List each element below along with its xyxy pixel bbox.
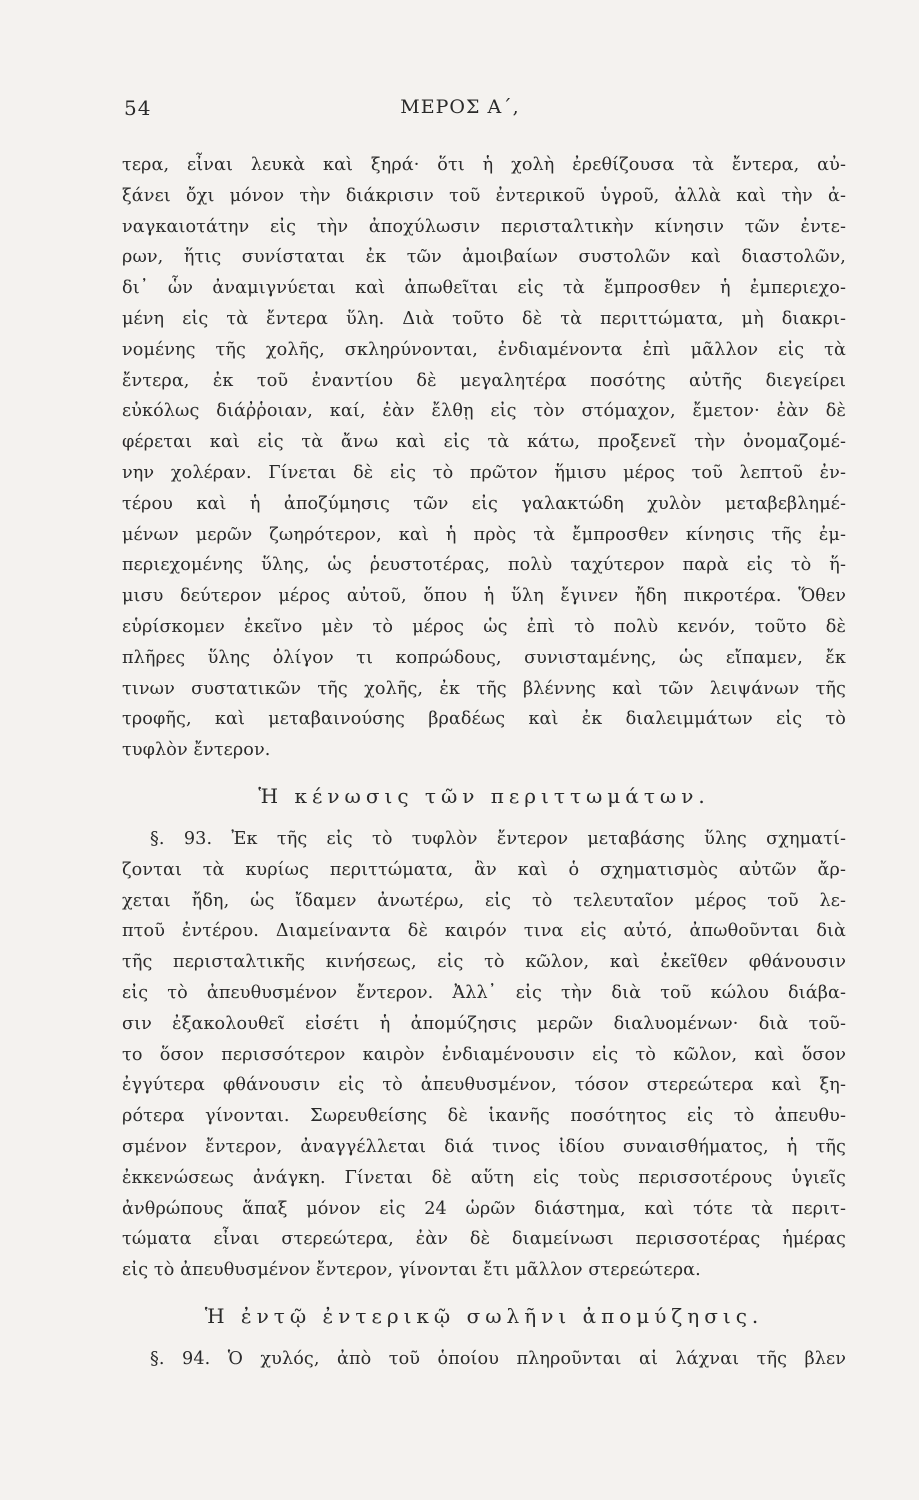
text-line: τέρου καὶ ἡ ἀποζύμησις τῶν εἰς γαλακτώδη χυλὸν μεταβεβλημέ- [122,493,846,514]
text-line: τροφῆς, καὶ μεταβαινούσης βραδέως καὶ ἐκ διαλειμμάτων εἰς τὸ [122,709,846,730]
paragraph-section-93 [122,824,846,1286]
text-line: πλῆρες ὕλης ὀλίγον τι κοπρώδους, συνισταμένης, ὡς εἴπαμεν, ἔκ [122,647,846,668]
paragraph-section-94 [122,1344,846,1375]
text-line: μισυ δεύτερον μέρος αὐτοῦ, ὅπου ἡ ὕλη ἔγινεν ἤδη πικροτέρα. Ὅθεν [122,586,846,607]
text-line: χεται ἤδη, ὡς ἴδαμεν ἀνωτέρω, εἰς τὸ τελευταῖον μέρος τοῦ λε- [122,890,846,911]
text-line: μένων μερῶν ζωηρότερον, καὶ ἡ πρὸς τὰ ἔμπροσθεν κίνησις τῆς ἐμ- [122,524,846,545]
paragraph-continuation [122,150,846,766]
page-header [124,96,796,124]
text-line: τυφλὸν ἔντερον. [122,740,271,761]
text-line: §. 93. Ἐκ τῆς εἰς τὸ τυφλὸν ἔντερον μεταβάσης ὕλης σχηματί- [150,828,846,849]
text-line: νομένης τῆς χολῆς, σκληρύνονται, ἐνδιαμένοντα ἐπὶ μᾶλλον εἰς τὰ [122,339,846,360]
text-line: σιν ἐξακολουθεῖ εἰσέτι ἡ ἀπομύζησις μερῶν διαλυομένων· διὰ τοῦ- [122,1013,846,1034]
text-line: τῆς περισταλτικῆς κινήσεως, εἰς τὸ κῶλον, καὶ ἐκεῖθεν φθάνουσιν [122,952,846,973]
text-line: ρότερα γίνονται. Σωρευθείσης δὲ ἱκανῆς ποσότητος εἰς τὸ ἀπευθυ- [122,1106,846,1127]
text-line: εἰς τὸ ἀπευθυσμένον ἔντερον. Ἀλλ᾽ εἰς τὴν διὰ τοῦ κώλου διάβα- [122,982,846,1003]
text-line: σμένον ἔντερον, ἀναγγέλλεται διά τινος ἰδίου συναισθήματος, ἡ τῆς [122,1136,846,1157]
text-line: το ὅσον περισσότερον καιρὸν ἐνδιαμένουσιν εἰς τὸ κῶλον, καὶ ὅσον [122,1044,846,1065]
page-number: 54 [124,96,152,120]
text-line: εἰς τὸ ἀπευθυσμένον ἔντερον, γίνονται ἔτι μᾶλλον στερεώτερα. [122,1260,701,1281]
text-line: περιεχομένης ὕλης, ὡς ῥευστοτέρας, πολὺ ταχύτερον παρὰ εἰς τὸ ἥ- [122,555,846,576]
text-line: ναγκαιοτάτην εἰς τὴν ἀποχύλωσιν περισταλτικὴν κίνησιν τῶν ἐντε- [122,216,846,237]
text-line: εὐκόλως διάῤῥοιαν, καί, ἐὰν ἔλθῃ εἰς τὸν στόμαχον, ἔμετον· ἐὰν δὲ [122,401,846,422]
text-line: φέρεται καὶ εἰς τὰ ἄνω καὶ εἰς τὰ κάτω, προξενεῖ τὴν ὀνομαζομέ- [122,432,846,453]
text-line: ἐκκενώσεως ἀνάγκη. Γίνεται δὲ αὕτη εἰς τοὺς περισσοτέρους ὑγιεῖς [122,1167,846,1188]
text-line: τερα, εἶναι λευκὰ καὶ ξηρά· ὅτι ἡ χολὴ ἐρεθίζουσα τὰ ἔντερα, αὐ- [122,155,846,175]
text-line: ἐγγύτερα φθάνουσιν εἰς τὸ ἀπευθυσμένον, τόσον στερεώτερα καὶ ξη- [122,1075,846,1096]
text-line: ἀνθρώπους ἅπαξ μόνον εἰς 24 ὡρῶν διάστημα, καὶ τότε τὰ περιτ- [122,1198,846,1219]
page-body [122,150,846,1375]
section-heading: Ἡ κένωσις τῶν περιττωμάτων. [258,783,710,808]
text-line: εὑρίσκομεν ἐκεῖνο μὲν τὸ μέρος ὡς ἐπὶ τὸ πολὺ κενόν, τοῦτο δὲ [122,616,846,637]
text-line: ἔντερα, ἐκ τοῦ ἐναντίου δὲ μεγαλητέρα ποσότης αὐτῆς διεγείρει [122,370,846,391]
text-line: νην χολέραν. Γίνεται δὲ εἰς τὸ πρῶτον ἥμισυ μέρος τοῦ λεπτοῦ ἐν- [122,462,846,483]
text-line: δι᾽ ὧν ἀναμιγνύεται καὶ ἀπωθεῖται εἰς τὰ ἔμπροσθεν ἡ ἐμπεριεχο- [122,278,846,299]
running-title: ΜΕΡΟΣ Α΄, [400,96,520,118]
text-line: τώματα εἶναι στερεώτερα, ἐὰν δὲ διαμείνωσι περισσοτέρας ἡμέρας [122,1229,846,1250]
text-line: ρων, ἥτις συνίσταται ἐκ τῶν ἀμοιβαίων συστολῶν καὶ διαστολῶν, [122,247,846,268]
text-line: μένη εἰς τὰ ἔντερα ὕλη. Διὰ τοῦτο δὲ τὰ περιττώματα, μὴ διακρι- [122,308,846,329]
text-line: §. 94. Ὁ χυλός, ἀπὸ τοῦ ὁποίου πληροῦνται αἱ λάχναι τῆς βλεν [150,1348,846,1369]
text-line: ζονται τὰ κυρίως περιττώματα, ἂν καὶ ὁ σχηματισμὸς αὐτῶν ἄρ- [122,859,846,880]
text-line: τινων συστατικῶν τῆς χολῆς, ἐκ τῆς βλέννης καὶ τῶν λειψάνων τῆς [122,678,846,699]
text-line: πτοῦ ἐντέρου. Διαμείναντα δὲ καιρόν τινα εἰς αὐτό, ἀπωθοῦνται διὰ [122,921,846,942]
section-heading: Ἡ ἐντῷ ἐντερικῷ σωλῆνι ἀπομύζησις. [204,1303,764,1328]
text-line: ξάνει ὄχι μόνον τὴν διάκρισιν τοῦ ἐντερικοῦ ὑγροῦ, ἀλλὰ καὶ τὴν ἀ- [122,185,846,206]
